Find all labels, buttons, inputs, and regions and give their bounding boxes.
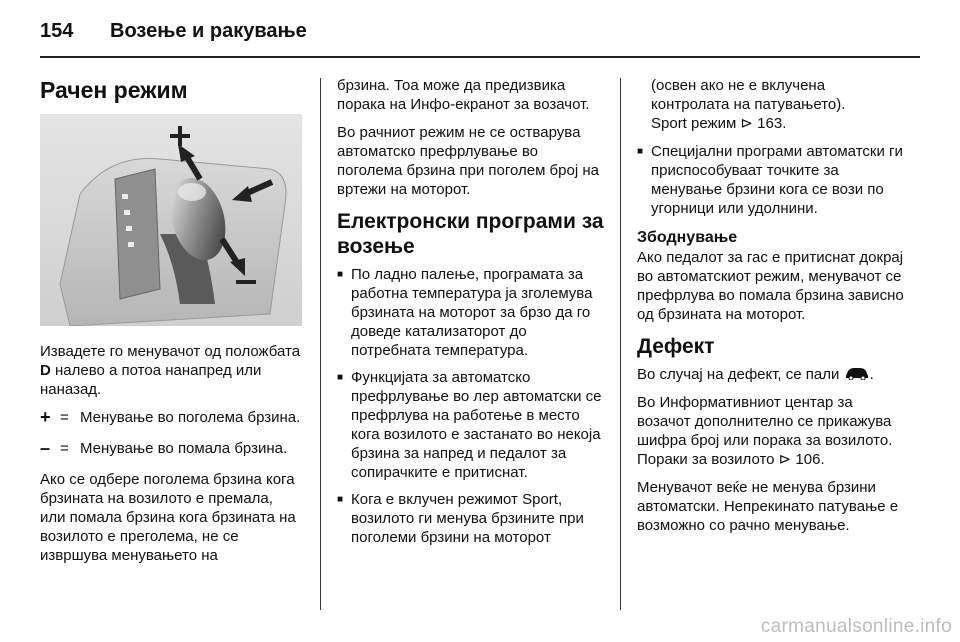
sub-heading: Збоднување (637, 229, 738, 246)
bullet-list (637, 142, 907, 218)
equals-sign: = (60, 440, 69, 457)
column-divider (320, 78, 321, 610)
car-warning-icon (844, 367, 870, 380)
list-item: ■ Кога е вклучен режимот Sport, возилото ги менува брзините при поголеми брзини на моторот (337, 490, 605, 547)
gear-position-d: D (40, 362, 51, 379)
page-header (40, 20, 307, 50)
defect-text: Во случај на дефект, се пали (637, 366, 840, 383)
watermark: carmanualsonline.info (760, 616, 952, 637)
body-paragraph: Ако се одбере поголема брзина кога брзината на возилото е премала, или помала брзина кога брзината на возилото е преголема, не се извршува менувањето на (40, 471, 296, 564)
body-paragraph: Во рачниот режим не се оствaрува автоматско префрлување во поголема брзина при поголем број на вртежи на моторот. (337, 124, 599, 198)
defect-text-end: . (869, 366, 874, 383)
legend-text: Менување во поголема брзина. (80, 409, 301, 426)
body-paragraph (637, 76, 907, 133)
header-rule (40, 56, 920, 58)
body-paragraph: Ако педалот за гас е притиснат докрај во автоматскиот режим, менувачот се префрлува во помала брзина зависно од брзината на моторот. (637, 249, 904, 323)
column-divider (620, 78, 621, 610)
body-paragraph: брзина. Тоа може да предизвика порака на Инфо-екранот за возачот. (337, 77, 590, 113)
section-heading: Дефект (637, 335, 715, 358)
chapter-title: Возење и ракување (110, 20, 307, 42)
page-number: 154 (40, 20, 74, 42)
equals-sign: = (60, 409, 69, 426)
column-1 (40, 76, 302, 574)
minus-icon: – (40, 438, 51, 458)
list-item: ■ Функцијата за автоматско префрлување во лер автоматски се префрлува на работење в место кога возилото е застанато во некоја брзина за напред и педалот за сопирачките е притиснат. (337, 368, 605, 482)
column-3 (637, 76, 907, 544)
body-paragraph: Менувачот веќе не менува брзини автоматски. Непрекинато патување е возможно со рачно менување. (637, 479, 899, 534)
cross-reference: Sport режим ⊳ 163. (651, 115, 787, 132)
list-item: ■ По ладно палење, програмата за работна температура ја зголемува брзината на моторот за брзо да го доведе катализаторот до потребната температура. (337, 265, 605, 360)
plus-icon: + (40, 407, 51, 427)
section-heading: Електронски програми за возење (337, 210, 604, 258)
body-paragraph: Во Информативниот центар за возачот дополнително се прикажува шифра број или порака за возилото. Пораки за возилото ⊳ 106. (637, 394, 893, 468)
intro-paragraph: Извадете го менувачот од положбата D налево а потоа нанапред или наназад. (40, 343, 301, 398)
gear-lever-svg (40, 114, 302, 326)
legend-text: Менување во помала брзина. (80, 440, 288, 457)
gear-lever-illustration (40, 114, 302, 326)
legend-row-minus (40, 439, 302, 458)
continued-text: (освен ако не е вклучена контролата на патувањето). (651, 77, 846, 113)
plus-icon (170, 126, 190, 146)
defect-paragraph (637, 365, 907, 384)
legend-row-plus (40, 408, 302, 427)
bullet-list (337, 265, 605, 547)
list-item: ■ Специјални програми автоматски ги приспособуваат точките за менување брзини кога се вози по угорници или удолнини. (637, 142, 907, 218)
column-2 (337, 76, 605, 555)
section-title: Рачен режим (40, 77, 188, 103)
